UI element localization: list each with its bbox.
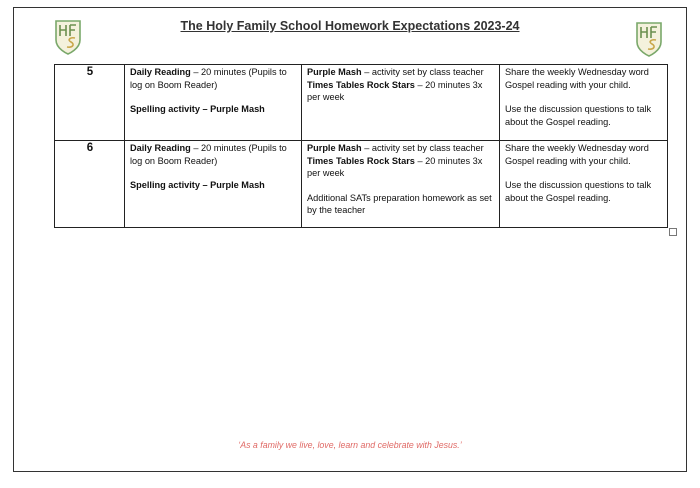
gospel-cell — [500, 65, 668, 141]
spelling-label: Spelling activity – Purple Mash — [130, 104, 265, 115]
reading-text: – 20 minutes (Pupils to log on Boom Reader) — [130, 67, 287, 90]
reading-label: Daily Reading — [130, 143, 191, 153]
gospel-share-text: Share the weekly Wednesday word Gospel reading with your child. — [505, 143, 649, 166]
ttrs-label: Times Tables Rock Stars — [307, 155, 415, 166]
homework-table — [54, 64, 668, 228]
gospel-cell — [500, 141, 668, 228]
gospel-discuss-text: Use the discussion questions to talk about the Gospel reading. — [505, 180, 652, 203]
ttrs-label: Times Tables Rock Stars — [307, 79, 415, 90]
mash-label: Purple Mash — [307, 67, 362, 77]
reading-cell — [125, 141, 302, 228]
mash-text: – activity set by class teacher — [361, 67, 484, 77]
mash-label: Purple Mash — [307, 143, 362, 153]
table-resize-handle[interactable] — [669, 228, 677, 236]
gospel-share-text: Share the weekly Wednesday word Gospel reading with your child. — [505, 67, 649, 90]
reading-label: Daily Reading — [130, 67, 191, 77]
ttrs-text: – 20 minutes 3x per week — [307, 155, 483, 179]
reading-cell — [125, 65, 302, 141]
table-row — [55, 65, 668, 141]
year-cell: 6 — [55, 141, 125, 228]
year-cell: 5 — [55, 65, 125, 141]
reading-text: – 20 minutes (Pupils to log on Boom Reader) — [130, 143, 287, 166]
spelling-label: Spelling activity – Purple Mash — [130, 180, 265, 191]
gospel-discuss-text: Use the discussion questions to talk about the Gospel reading. — [505, 104, 652, 127]
activity-cell — [302, 141, 500, 228]
table-row — [55, 141, 668, 228]
ttrs-text: – 20 minutes 3x per week — [307, 79, 483, 103]
activity-cell — [302, 65, 500, 141]
school-motto: ‘As a family we live, love, learn and celebrate with Jesus.’ — [238, 440, 462, 450]
sats-text: Additional SATs preparation homework as set by the teacher — [307, 192, 492, 216]
page-title: The Holy Family School Homework Expectations 2023-24 — [180, 19, 520, 33]
mash-text: – activity set by class teacher — [361, 143, 484, 153]
